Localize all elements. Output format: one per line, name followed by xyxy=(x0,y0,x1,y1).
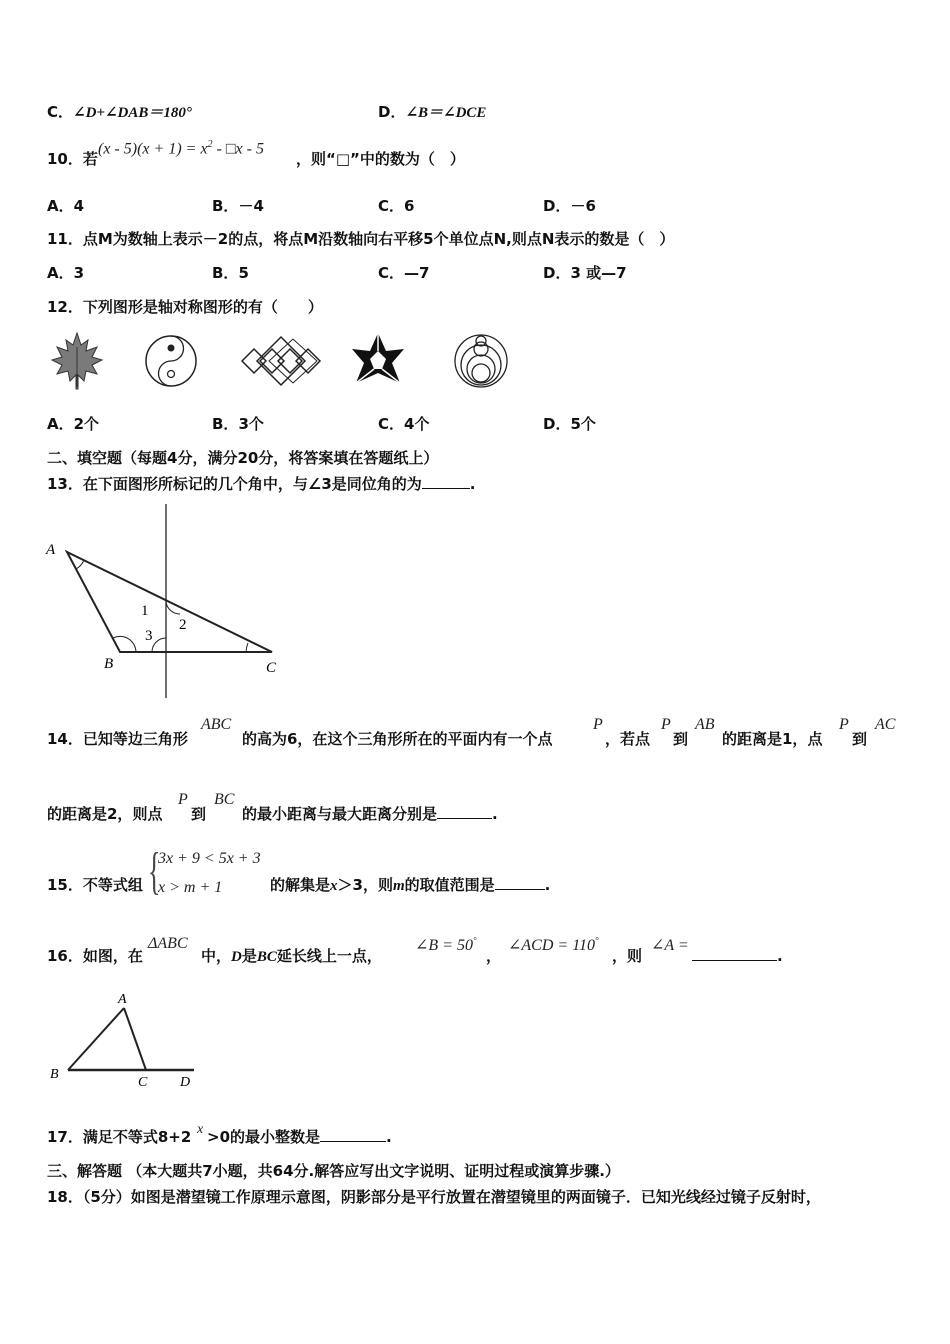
option-label: D． xyxy=(543,264,571,282)
q9-option-d xyxy=(378,102,486,123)
option-text: 6 xyxy=(404,197,415,215)
q15-part-1: 的解集是 xyxy=(270,876,331,894)
q16-var-d: D xyxy=(231,949,242,965)
q9-option-c xyxy=(47,102,192,123)
q14-part-5: 的距离是1，点 xyxy=(722,730,823,748)
q14-part-7: 的距离是2，则点 xyxy=(47,805,163,823)
q14-part-1: 14．已知等边三角形 xyxy=(47,730,188,748)
answer-blank xyxy=(495,875,545,890)
option-label: C． xyxy=(378,415,405,433)
angle-c-arc xyxy=(246,643,248,652)
q15-var-x: x xyxy=(330,878,338,894)
q10-stem-number: 10．若 xyxy=(47,150,98,168)
q16-angle-b-value: ∠B = 50 xyxy=(415,937,473,954)
q14-p-4: P xyxy=(178,791,188,808)
q10-stem-tail: ，则“□”中的数为（ ） xyxy=(296,150,465,168)
q15-tail xyxy=(270,875,550,896)
q16-comma: ， xyxy=(486,947,502,965)
q13-figure xyxy=(40,502,290,702)
option-label: B． xyxy=(212,415,239,433)
option-text: 2个 xyxy=(73,415,100,433)
label-c: C xyxy=(266,660,277,676)
q14-part-6: 到 xyxy=(852,730,868,748)
q17-var-x: x xyxy=(197,1122,204,1137)
option-text: 3 或—7 xyxy=(570,264,627,282)
q13-stem xyxy=(47,474,475,494)
q12-option-a xyxy=(47,414,99,434)
q14-ac: AC xyxy=(875,716,896,733)
option-text: ∠D+∠DAB＝180° xyxy=(73,105,192,121)
angle-a-arc xyxy=(76,560,84,569)
degree-mark: ° xyxy=(595,935,599,946)
q16-text-c: 延长线上一点， xyxy=(276,947,382,965)
q10-option-a xyxy=(47,196,84,216)
q10-expr-left: (x - 5)(x + 1) = x xyxy=(98,140,208,158)
option-label: C． xyxy=(47,103,74,121)
q16-figure xyxy=(44,986,214,1096)
option-label: D． xyxy=(378,103,406,121)
q16-text-b: 是 xyxy=(241,947,257,965)
q12-option-c xyxy=(378,414,429,434)
q14-p-3: P xyxy=(839,716,849,733)
q17-part-1: 17．满足不等式8+2 xyxy=(47,1128,192,1146)
q12-stem: 12．下列图形是轴对称图形的有（ ） xyxy=(47,298,323,316)
q16-answer xyxy=(692,946,783,966)
option-text: －6 xyxy=(570,197,596,215)
segment-ac xyxy=(124,1008,146,1070)
label-a: A xyxy=(118,992,127,1007)
label-angle-2: 2 xyxy=(179,617,187,633)
knot-pattern-icon xyxy=(242,337,320,385)
option-label: A． xyxy=(47,264,74,282)
option-text: 4 xyxy=(73,197,85,215)
option-text: 5 xyxy=(238,264,249,282)
q17-text: >0的最小整数是 xyxy=(207,1128,321,1146)
q17-end: . xyxy=(386,1128,392,1146)
system-brace: { xyxy=(148,843,161,900)
q10-option-c xyxy=(378,196,414,216)
q14-p-1: P xyxy=(593,716,603,733)
q15-end: . xyxy=(544,876,551,894)
maple-leaf-icon xyxy=(52,333,102,389)
q11-option-c xyxy=(378,263,429,283)
triangle-abc xyxy=(67,552,272,652)
segment-ab xyxy=(68,1008,124,1070)
q16-end: . xyxy=(777,947,783,965)
q11-stem: 11．点M为数轴上表示－2的点，将点M沿数轴向右平移5个单位点N,则点N表示的数是（ ） xyxy=(47,230,675,248)
option-text: 5个 xyxy=(570,415,596,433)
answer-blank xyxy=(437,804,492,819)
option-label: C． xyxy=(378,264,405,282)
q16-angle-a: ∠A = xyxy=(651,937,689,954)
option-text: 3个 xyxy=(238,415,264,433)
q15-inequality-2: x > m + 1 xyxy=(158,879,223,896)
q16-text-a: 中， xyxy=(201,947,232,965)
q14-text: 的最小距离与最大距离分别是 xyxy=(242,805,438,823)
label-a: A xyxy=(46,542,56,558)
q14-end: . xyxy=(492,805,498,823)
q15-var-m: m xyxy=(392,878,405,894)
q14-abc: ABC xyxy=(201,716,232,733)
q14-ab: AB xyxy=(695,716,715,733)
q10-option-d xyxy=(543,196,596,216)
q18-stem: 18．（5分）如图是潜望镜工作原理示意图，阴影部分是平行放置在潜望镜里的两面镜子．已知光线经过镜子反射时， xyxy=(47,1188,821,1206)
q10-option-b xyxy=(212,196,264,216)
q15-inequality-1: 3x + 9 < 5x + 3 xyxy=(158,850,261,867)
section-3-heading: 三、解答题 （本大题共7小题，共64分.解答应写出文字说明、证明过程或演算步骤.） xyxy=(47,1162,620,1180)
nested-circles-icon xyxy=(455,335,507,387)
q14-part-2: 的高为6，在这个三角形所在的平面内有一个点 xyxy=(242,730,553,748)
option-label: D． xyxy=(543,197,571,215)
q12-figures xyxy=(44,327,510,395)
q14-bc: BC xyxy=(214,791,235,808)
q11-option-b xyxy=(212,263,249,283)
q15-part-2: ＞3，则 xyxy=(337,876,393,894)
q16-angle-acd-value: ∠ACD = 110 xyxy=(508,937,596,954)
q16-var-bc: BC xyxy=(256,949,277,965)
angle-3-arc xyxy=(152,638,166,652)
q10-expression xyxy=(98,139,264,158)
yin-yang-icon xyxy=(146,336,196,386)
degree-mark: ° xyxy=(472,935,477,946)
option-label: A． xyxy=(47,197,74,215)
q16-angle-acd xyxy=(508,935,599,955)
pentagram-icon xyxy=(352,333,404,383)
q16-part-2 xyxy=(201,946,382,967)
option-label: A． xyxy=(47,415,74,433)
option-text: 3 xyxy=(73,264,85,282)
label-angle-3: 3 xyxy=(145,628,153,644)
option-label: B． xyxy=(212,197,239,215)
q16-part-1: 16．如图，在 xyxy=(47,947,143,965)
label-angle-1: 1 xyxy=(141,603,149,619)
label-b: B xyxy=(50,1067,59,1082)
label-b: B xyxy=(104,656,114,672)
q10-expr-sup: 2 xyxy=(207,139,213,150)
answer-blank xyxy=(320,1127,386,1142)
q12-option-b xyxy=(212,414,264,434)
q14-part-8: 到 xyxy=(191,805,207,823)
option-text: —7 xyxy=(404,264,430,282)
q14-part-3: ，若点 xyxy=(605,730,651,748)
q15-stem-number: 15．不等式组 xyxy=(47,876,143,894)
q13-end: . xyxy=(469,475,476,493)
option-text: 4个 xyxy=(404,415,430,433)
q10-expr-right: - □x - 5 xyxy=(212,140,264,158)
option-text: ∠B＝∠DCE xyxy=(405,105,487,121)
q11-option-d xyxy=(543,263,627,283)
q17-part-2 xyxy=(207,1127,392,1147)
option-label: D． xyxy=(543,415,571,433)
q16-part-5: ，则 xyxy=(612,947,643,965)
q14-p-2: P xyxy=(661,716,671,733)
option-label: B． xyxy=(212,264,239,282)
answer-blank xyxy=(692,946,777,961)
q11-option-a xyxy=(47,263,84,283)
label-c: C xyxy=(138,1075,148,1090)
q14-part-4: 到 xyxy=(673,730,689,748)
option-text: －4 xyxy=(238,197,264,215)
q12-option-d xyxy=(543,414,596,434)
q15-part-3: 的取值范围是 xyxy=(404,876,495,894)
label-d: D xyxy=(180,1075,191,1090)
q16-angle-b xyxy=(415,935,477,955)
option-label: C． xyxy=(378,197,405,215)
q16-triangle: ΔABC xyxy=(148,935,188,952)
q13-text: 13．在下面图形所标记的几个角中，与∠3是同位角的为 xyxy=(47,475,422,493)
section-2-heading: 二、填空题（每题4分，满分20分，将答案填在答题纸上） xyxy=(47,449,439,467)
answer-blank xyxy=(422,474,470,489)
q14-part-9 xyxy=(242,804,498,824)
